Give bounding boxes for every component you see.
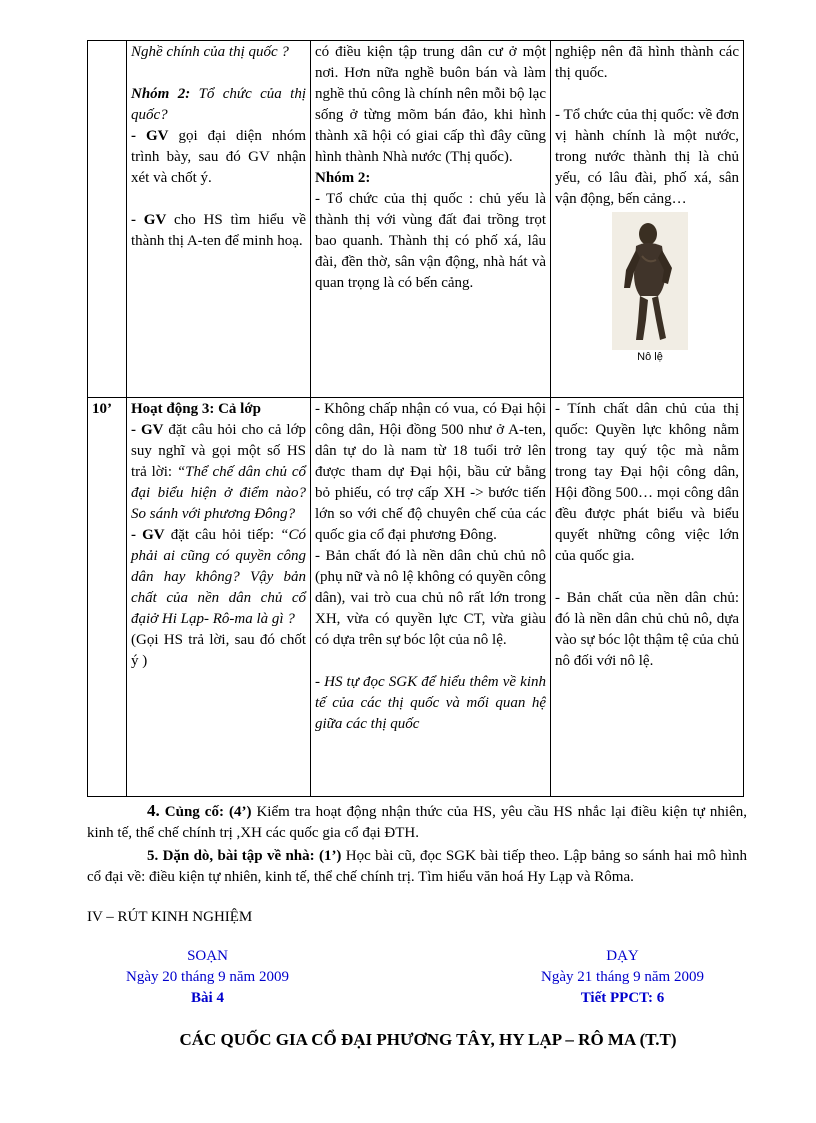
section-label: 5. Dặn dò, bài tập về nhà: (1’) xyxy=(147,848,342,864)
group2-question: Tổ chức của thị quốc? xyxy=(131,86,306,123)
gv-instruction: đặt câu hỏi cho cả lớp suy nghĩ và gọi một số HS trả lời: xyxy=(131,422,306,480)
gv-note: (Gọi HS trả lời, sau đó chốt ý ) xyxy=(131,632,306,669)
consolidation-section xyxy=(87,800,747,844)
slave-statue-image xyxy=(612,212,688,350)
taught-date: Ngày 21 tháng 9 năm 2009 xyxy=(541,969,704,985)
section-text: Kiểm tra hoạt động nhận thức của HS, yêu cầu HS nhắc lại điều kiện tự nhiên, kinh tế, thể chế chính trị ,XH các quốc gia cổ đại ĐTH. xyxy=(87,804,747,841)
knowledge-text: - Tổ chức của thị quốc: về đơn vị hành chính là một nước, trong nước thành thị là chủ yếu, có lâu đài, phố xá, sân vận động, bến cảng… xyxy=(555,107,739,207)
statue-icon xyxy=(612,212,688,350)
table-row xyxy=(88,398,744,797)
section-text: Học bài cũ, đọc SGK bài tiếp theo. Lập bảng so sánh hai mô hình cổ đại về: điều kiện tự nhiên, kinh tế, thể chế chính trị. Tìm hiểu văn hoá Hy Lạp và Rôma. xyxy=(87,848,747,885)
gv-instruction: cho HS tìm hiểu về thành thị A-ten để minh hoạ. xyxy=(131,212,306,249)
taught-title: DẠY xyxy=(606,948,639,964)
student-activity-cell xyxy=(311,41,551,398)
knowledge-text: - Bản chất của nền dân chủ: đó là nền dân chủ chủ nô, dựa vào sự bóc lột thậm tệ của chủ nô đối với nô lệ. xyxy=(555,590,739,669)
group1-question: Nghề chính của thị quốc ? xyxy=(131,44,289,60)
taught-block xyxy=(525,946,720,1009)
knowledge-text: nghiệp nên đã hình thành các thị quốc. xyxy=(555,44,739,81)
lesson-number: Bài 4 xyxy=(191,990,224,1006)
gv-label: - GV xyxy=(131,422,164,438)
group2-label: Nhóm 2: xyxy=(315,170,371,186)
student-answer: - Không chấp nhận có vua, có Đại hội công dân, Hội đồng 500 như ở A-ten, dân tự do là nam từ 18 tuổi trở lên được tham dự Đại hội, bầu cử bằng bỏ phiếu, có trợ cấp XH -> bước tiến lớn so với chế độ chuyên chế của các quốc gia cổ đại phương Đông. xyxy=(315,401,546,543)
prepared-block xyxy=(110,946,305,1009)
time-cell: 10’ xyxy=(88,398,127,797)
knowledge-cell xyxy=(551,41,744,398)
teacher-activity-cell xyxy=(127,41,311,398)
group1-answer: có điều kiện tập trung dân cư ở một nơi. Hơn nữa nghề buôn bán và làm nghề thủ công là chính nên mỗi bộ lạc sống ở từng mõm bán đảo, khi hình thành xã hội có giai cấp thì đây cũng hình thành Nhà nước (Thị quốc). xyxy=(315,44,546,165)
lesson-title: CÁC QUỐC GIA CỔ ĐẠI PHƯƠNG TÂY, HY LẠP – RÔ MA (T.T) xyxy=(179,1030,677,1049)
gv-instruction: đặt câu hỏi tiếp: xyxy=(164,527,281,543)
group2-label: Nhóm 2: xyxy=(131,86,191,102)
self-study-note: - HS tự đọc SGK để hiểu thêm về kinh tế của các thị quốc và mối quan hệ giữa các thị quốc xyxy=(315,674,546,732)
section-number: 4. xyxy=(147,801,160,820)
table-row xyxy=(88,41,744,398)
group2-answer: - Tổ chức của thị quốc : chủ yếu là thành thị với vùng đất đai trồng trọt bao quanh. Thành thị có phố xá, lâu đài, đền thờ, sân vận động, nhà hát và quan trọng là có bến cảng. xyxy=(315,191,546,291)
gv-label: - GV xyxy=(131,212,167,228)
teacher-activity-cell xyxy=(127,398,311,797)
knowledge-text: - Tính chất dân chủ của thị quốc: Quyền lực không nằm trong tay quý tộc mà nằm trong tay Đại hội công dân, Hội đồng 500… mọi công dân đều được phát biểu và biểu quyết những công việc lớn của quốc gia. xyxy=(555,401,739,564)
gv-label: - GV xyxy=(131,527,165,543)
student-answer: - Bản chất đó là nền dân chủ chủ nô (phụ nữ và nô lệ không có quyền công dân), vai trò cua chủ nô rất lớn trong XH, vừa có quyền lực CT, vừa giàu có dựa trên sự bóc lột của nô lệ. xyxy=(315,548,546,648)
review-heading: IV – RÚT KINH NGHIỆM xyxy=(87,909,253,925)
activity-heading: Hoạt động 3: Cả lớp xyxy=(131,401,261,417)
gv-question: “Có phải ai cũng có quyền công dân hay không? Vậy bản chất của nền dân chủ cổ đạiở Hi Lạp- Rô-ma là gì ? xyxy=(131,527,306,627)
gv-label: - GV xyxy=(131,128,169,144)
gv-instruction: gọi đại diện nhóm trình bày, sau đó GV nhận xét và chốt ý. xyxy=(131,128,306,186)
section-label: Củng cố: (4’) xyxy=(159,804,252,820)
gv-question: “Thể chế dân chủ cổ đại biểu hiện ở điểm nào? So sánh với phương Đông? xyxy=(131,464,306,522)
student-activity-cell xyxy=(311,398,551,797)
knowledge-cell xyxy=(551,398,744,797)
period-number: Tiết PPCT: 6 xyxy=(580,990,665,1006)
statue-caption: Nô lệ xyxy=(637,351,663,363)
prepared-date: Ngày 20 tháng 9 năm 2009 xyxy=(126,969,289,985)
homework-section xyxy=(87,846,747,888)
prepared-title: SOẠN xyxy=(187,948,228,964)
lesson-plan-table xyxy=(87,40,744,797)
time-cell xyxy=(88,41,127,398)
